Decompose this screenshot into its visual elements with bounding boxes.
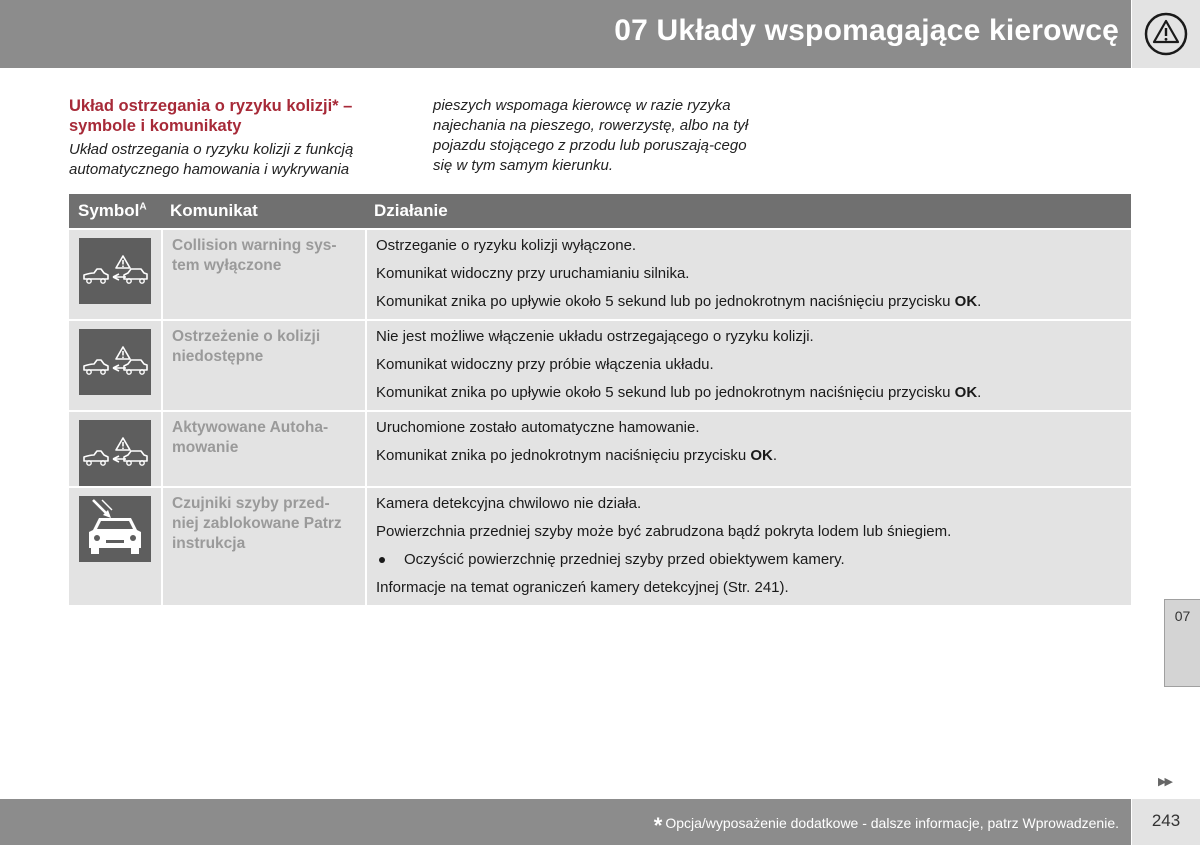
chapter-title: 07 Układy wspomagające kierowcę <box>614 14 1119 47</box>
action-line: Komunikat widoczny przy uruchamianiu silnika. <box>376 265 690 282</box>
message-cell: Czujniki szyby przed-niej zablokowane Patrz instrukcja <box>161 488 365 605</box>
table-row <box>69 410 1131 486</box>
ok-button-label: OK <box>750 447 773 464</box>
action-line: Komunikat znika po jednokrotnym naciśnięciu przycisku OK. <box>376 447 778 464</box>
symbol-cell <box>69 412 161 486</box>
ok-button-label: OK <box>954 384 978 401</box>
footer-bar <box>0 799 1131 845</box>
page-number: 243 <box>1151 811 1181 830</box>
action-line: Uruchomione zostało automatyczne hamowanie. <box>376 419 700 436</box>
intro-text-right: pieszych wspomaga kierowcę w razie ryzyka najechania na pieszego, rowerzystę, albo na tył pojazdu stojącego z przodu lub poruszają-cego się w tym samym kierunku. <box>433 97 749 174</box>
symbol-cell <box>69 321 161 410</box>
header-symbol: Symbol$^A$ <box>78 201 147 220</box>
header-message: Komunikat <box>170 201 258 220</box>
collision-warning-icon <box>79 420 151 486</box>
action-line: Ostrzeganie o ryzyku kolizji wyłączone. <box>376 237 637 254</box>
action-line: Komunikat znika po upływie około 5 sekund lub po jednokrotnym naciśnięciu przycisku OK. <box>376 384 982 401</box>
symbol-box <box>79 329 151 395</box>
messages-table <box>69 194 1131 605</box>
action-line: Komunikat widoczny przy próbie włączenia układu. <box>376 356 714 373</box>
warning-triangle-icon <box>1143 11 1189 57</box>
message-cell: Aktywowane Autoha-mowanie <box>161 412 365 486</box>
double-chevron-right-icon[interactable]: ▶▶ <box>1158 776 1171 788</box>
action-cell <box>365 321 1131 410</box>
symbol-box <box>79 238 151 304</box>
action-line: Kamera detekcyjna chwilowo nie działa. <box>376 495 642 512</box>
collision-warning-icon <box>79 238 151 304</box>
table-header <box>69 194 1131 228</box>
action-line: Powierzchnia przedniej szyby może być zabrudzona bądź pokryta lodem lub śniegiem. <box>376 523 952 540</box>
ok-button-label: OK <box>954 293 978 310</box>
chapter-side-tab[interactable] <box>1164 599 1200 687</box>
table-row <box>69 228 1131 319</box>
table-row <box>69 486 1131 605</box>
action-line: Nie jest możliwe włączenie układu ostrzegającego o ryzyku kolizji. <box>376 328 814 345</box>
action-line: Komunikat znika po upływie około 5 sekund lub po jednokrotnym naciśnięciu przycisku OK. <box>376 293 982 310</box>
table-row <box>69 319 1131 410</box>
symbol-box <box>79 496 151 562</box>
intro-text-left: Układ ostrzegania o ryzyku kolizji z funkcją automatycznego hamowania i wykrywania <box>69 141 354 178</box>
action-cell <box>365 488 1131 605</box>
header-symbol-superscript: A <box>139 201 147 213</box>
section-heading: Układ ostrzegania o ryzyku kolizji* – symbole i komunikaty <box>69 97 353 135</box>
action-cell <box>365 230 1131 319</box>
page-number-box <box>1132 799 1200 845</box>
footnote-star: * <box>653 813 663 838</box>
action-cell <box>365 412 1131 486</box>
action-line: Informacje na temat ograniczeń kamery detekcyjnej (Str. 241). <box>376 579 789 596</box>
symbol-box <box>79 420 151 486</box>
symbol-cell <box>69 230 161 319</box>
intro-left-column <box>69 96 399 180</box>
windshield-sensor-blocked-icon <box>79 496 151 562</box>
chapter-icon-box <box>1132 0 1200 68</box>
bullet-dot <box>379 557 385 563</box>
bullet-item: Oczyścić powierzchnię przedniej szyby przed obiektywem kamery. <box>376 550 1122 569</box>
collision-warning-icon <box>79 329 151 395</box>
chapter-side-tab-label: 07 <box>1174 608 1191 624</box>
header-bar <box>0 0 1131 68</box>
message-cell: Collision warning sys-tem wyłączone <box>161 230 365 319</box>
header-action: Działanie <box>374 201 448 220</box>
symbol-cell <box>69 488 161 605</box>
message-cell: Ostrzeżenie o kolizji niedostępne <box>161 321 365 410</box>
footnote: * Opcja/wyposażenie dodatkowe - dalsze informacje, patrz Wprowadzenie. <box>653 813 1119 838</box>
